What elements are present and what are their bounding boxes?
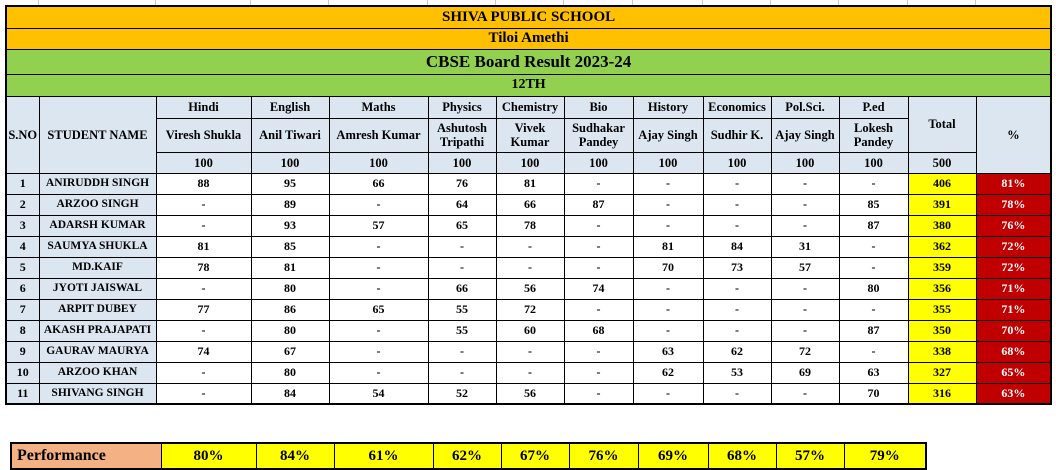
mark-cell: - (496, 236, 564, 257)
performance-value-cell: 79% (844, 443, 926, 469)
mark-cell: 31 (771, 236, 839, 257)
total-header-cell: Total (908, 96, 976, 152)
performance-value-cell: 57% (776, 443, 844, 469)
mark-cell: 74 (156, 341, 251, 362)
result-title: CBSE Board Result 2023-24 (6, 49, 1051, 74)
student-row (6, 236, 1051, 257)
mark-cell: - (633, 383, 703, 404)
mark-cell: 80 (251, 278, 329, 299)
subject-header-cell: Physics (428, 96, 496, 118)
mark-cell: - (633, 215, 703, 236)
max-marks-cell: 100 (329, 152, 428, 173)
mark-cell: - (703, 194, 771, 215)
mark-cell: 66 (428, 278, 496, 299)
mark-cell: - (564, 257, 633, 278)
mark-cell: 78 (156, 257, 251, 278)
mark-cell: - (564, 215, 633, 236)
student-name-cell: ARPIT DUBEY (39, 299, 156, 320)
mark-cell: 80 (251, 320, 329, 341)
mark-cell: 85 (251, 236, 329, 257)
mark-cell: 56 (496, 278, 564, 299)
max-marks-cell: 100 (703, 152, 771, 173)
total-cell: 338 (908, 341, 976, 362)
percent-cell: 65% (976, 362, 1051, 383)
performance-value-cell: 69% (638, 443, 708, 469)
performance-value-cell: 84% (256, 443, 334, 469)
grid-tick (702, 0, 703, 5)
subject-header-cell: Pol.Sci. (771, 96, 839, 118)
grid-tick (38, 0, 39, 5)
mark-cell: 55 (428, 320, 496, 341)
percent-cell: 78% (976, 194, 1051, 215)
mark-cell: 70 (633, 257, 703, 278)
mark-cell: 81 (156, 236, 251, 257)
student-name-cell: SHIVANG SINGH (39, 383, 156, 404)
mark-cell: 73 (703, 257, 771, 278)
mark-cell: 63 (633, 341, 703, 362)
total-cell: 406 (908, 173, 976, 194)
grid-tick (907, 0, 908, 5)
mark-cell: 66 (329, 173, 428, 194)
teacher-name-cell: Anil Tiwari (251, 118, 329, 152)
mark-cell: 84 (251, 383, 329, 404)
mark-cell: 69 (771, 362, 839, 383)
mark-cell: - (329, 362, 428, 383)
grid-tick (563, 0, 564, 5)
mark-cell: 87 (839, 320, 908, 341)
mark-cell: - (633, 299, 703, 320)
subject-header-cell: P.ed (839, 96, 908, 118)
total-cell: 355 (908, 299, 976, 320)
sno-cell: 7 (6, 299, 39, 320)
total-cell: 316 (908, 383, 976, 404)
mark-cell: - (564, 341, 633, 362)
student-row (6, 278, 1051, 299)
sno-cell: 4 (6, 236, 39, 257)
teacher-name-cell: Lokesh Pandey (839, 118, 908, 152)
grid-tick (632, 0, 633, 5)
mark-cell: 65 (428, 215, 496, 236)
subject-header-cell: History (633, 96, 703, 118)
teacher-name-cell: Amresh Kumar (329, 118, 428, 152)
sno-cell: 10 (6, 362, 39, 383)
max-marks-cell: 100 (771, 152, 839, 173)
subject-header-cell: Maths (329, 96, 428, 118)
mark-cell: - (329, 278, 428, 299)
sno-cell: 5 (6, 257, 39, 278)
total-max-cell: 500 (908, 152, 976, 173)
teacher-name-cell: Viresh Shukla (156, 118, 251, 152)
mark-cell: - (703, 173, 771, 194)
mark-cell: - (329, 341, 428, 362)
total-cell: 380 (908, 215, 976, 236)
school-title: SHIVA PUBLIC SCHOOL (6, 6, 1051, 28)
mark-cell: 54 (329, 383, 428, 404)
student-name-cell: ARZOO KHAN (39, 362, 156, 383)
mark-cell: - (329, 194, 428, 215)
mark-cell: 80 (839, 278, 908, 299)
student-row (6, 257, 1051, 278)
mark-cell: 72 (771, 341, 839, 362)
performance-value-cell: 76% (569, 443, 638, 469)
student-row (6, 341, 1051, 362)
performance-value-cell: 80% (161, 443, 256, 469)
percent-cell: 71% (976, 278, 1051, 299)
teacher-name-cell: Vivek Kumar (496, 118, 564, 152)
mark-cell: 57 (771, 257, 839, 278)
total-cell: 359 (908, 257, 976, 278)
teacher-name-cell: Ajay Singh (771, 118, 839, 152)
mark-cell: - (633, 320, 703, 341)
mark-cell: 65 (329, 299, 428, 320)
mark-cell: 62 (703, 341, 771, 362)
mark-cell: - (703, 215, 771, 236)
result-table (5, 5, 1052, 405)
mark-cell: 76 (428, 173, 496, 194)
student-row (6, 173, 1051, 194)
mark-cell: - (633, 173, 703, 194)
mark-cell: - (564, 362, 633, 383)
sno-cell: 1 (6, 173, 39, 194)
mark-cell: - (496, 362, 564, 383)
sno-cell: 3 (6, 215, 39, 236)
grid-tick (328, 0, 329, 5)
mark-cell: 81 (251, 257, 329, 278)
mark-cell: 64 (428, 194, 496, 215)
performance-value-cell: 62% (433, 443, 501, 469)
mark-cell: 60 (496, 320, 564, 341)
mark-cell: 62 (633, 362, 703, 383)
mark-cell: - (156, 320, 251, 341)
mark-cell: - (703, 278, 771, 299)
mark-cell: - (839, 257, 908, 278)
total-cell: 362 (908, 236, 976, 257)
mark-cell: - (771, 194, 839, 215)
student-name-cell: GAURAV MAURYA (39, 341, 156, 362)
mark-cell: 87 (839, 215, 908, 236)
mark-cell: 68 (564, 320, 633, 341)
mark-cell: - (839, 236, 908, 257)
student-name-cell: ANIRUDDH SINGH (39, 173, 156, 194)
mark-cell: - (428, 257, 496, 278)
mark-cell: 52 (428, 383, 496, 404)
mark-cell: - (156, 215, 251, 236)
grid-tick (155, 0, 156, 5)
mark-cell: - (156, 362, 251, 383)
total-cell: 350 (908, 320, 976, 341)
mark-cell: - (428, 341, 496, 362)
percent-cell: 72% (976, 236, 1051, 257)
mark-cell: - (703, 383, 771, 404)
mark-cell: - (329, 257, 428, 278)
performance-value-cell: 68% (708, 443, 776, 469)
mark-cell: 84 (703, 236, 771, 257)
sno-cell: 6 (6, 278, 39, 299)
mark-cell: 70 (839, 383, 908, 404)
teacher-name-cell: Ashutosh Tripathi (428, 118, 496, 152)
mark-cell: 93 (251, 215, 329, 236)
mark-cell: - (633, 278, 703, 299)
subject-header-row (6, 96, 1051, 118)
teacher-header-row (6, 118, 1051, 152)
student-row (6, 299, 1051, 320)
max-marks-cell: 100 (839, 152, 908, 173)
mark-cell: - (156, 194, 251, 215)
mark-cell: 86 (251, 299, 329, 320)
percent-cell: 81% (976, 173, 1051, 194)
mark-cell: - (329, 320, 428, 341)
mark-cell: 56 (496, 383, 564, 404)
mark-cell: - (771, 320, 839, 341)
subject-header-cell: English (251, 96, 329, 118)
sno-cell: 9 (6, 341, 39, 362)
percent-cell: 70% (976, 320, 1051, 341)
student-name-cell: ADARSH KUMAR (39, 215, 156, 236)
student-name-cell: JYOTI JAISWAL (39, 278, 156, 299)
max-marks-cell: 100 (564, 152, 633, 173)
location-title: Tiloi Amethi (6, 28, 1051, 49)
student-name-cell: AKASH PRAJAPATI (39, 320, 156, 341)
subject-header-cell: Hindi (156, 96, 251, 118)
mark-cell: - (428, 236, 496, 257)
mark-cell: 87 (564, 194, 633, 215)
subject-header-cell: Bio (564, 96, 633, 118)
mark-cell: 72 (496, 299, 564, 320)
student-name-header-cell: STUDENT NAME (39, 96, 156, 173)
mark-cell: 66 (496, 194, 564, 215)
student-row (6, 320, 1051, 341)
max-marks-row (6, 152, 1051, 173)
subject-header-cell: Economics (703, 96, 771, 118)
sno-cell: 2 (6, 194, 39, 215)
teacher-name-cell: Ajay Singh (633, 118, 703, 152)
percent-header-cell: % (976, 96, 1051, 173)
mark-cell: - (771, 173, 839, 194)
mark-cell: - (428, 362, 496, 383)
grid-tick (495, 0, 496, 5)
mark-cell: - (329, 236, 428, 257)
mark-cell: 77 (156, 299, 251, 320)
max-marks-cell: 100 (428, 152, 496, 173)
mark-cell: 80 (251, 362, 329, 383)
mark-cell: - (839, 173, 908, 194)
mark-cell: - (156, 278, 251, 299)
percent-cell: 63% (976, 383, 1051, 404)
total-cell: 327 (908, 362, 976, 383)
mark-cell: 67 (251, 341, 329, 362)
percent-cell: 76% (976, 215, 1051, 236)
mark-cell: - (633, 194, 703, 215)
mark-cell: 55 (428, 299, 496, 320)
mark-cell: - (496, 341, 564, 362)
percent-cell: 72% (976, 257, 1051, 278)
mark-cell: 81 (633, 236, 703, 257)
mark-cell: 78 (496, 215, 564, 236)
student-row (6, 362, 1051, 383)
student-name-cell: SAUMYA SHUKLA (39, 236, 156, 257)
sno-cell: 11 (6, 383, 39, 404)
grid-tick (250, 0, 251, 5)
performance-value-cell: 67% (501, 443, 569, 469)
mark-cell: 53 (703, 362, 771, 383)
student-row (6, 194, 1051, 215)
performance-value-cell: 61% (334, 443, 433, 469)
result-sheet (5, 5, 1052, 464)
sno-cell: 8 (6, 320, 39, 341)
mark-cell: - (839, 341, 908, 362)
performance-label-cell: Performance (11, 443, 161, 469)
mark-cell: 95 (251, 173, 329, 194)
max-marks-cell: 100 (156, 152, 251, 173)
mark-cell: - (564, 383, 633, 404)
mark-cell: - (703, 299, 771, 320)
mark-cell: 88 (156, 173, 251, 194)
mark-cell: 57 (329, 215, 428, 236)
grid-tick (838, 0, 839, 5)
mark-cell: 89 (251, 194, 329, 215)
mark-cell: - (564, 236, 633, 257)
max-marks-cell: 100 (496, 152, 564, 173)
percent-cell: 71% (976, 299, 1051, 320)
grid-tick (427, 0, 428, 5)
mark-cell: - (564, 173, 633, 194)
mark-cell: - (771, 383, 839, 404)
total-cell: 356 (908, 278, 976, 299)
student-row (6, 383, 1051, 404)
mark-cell: 74 (564, 278, 633, 299)
max-marks-cell: 100 (251, 152, 329, 173)
mark-cell: - (496, 257, 564, 278)
mark-cell: - (771, 278, 839, 299)
mark-cell: - (703, 320, 771, 341)
teacher-name-cell: Sudhir K. (703, 118, 771, 152)
grid-tick (975, 0, 976, 5)
mark-cell: - (564, 299, 633, 320)
student-name-cell: ARZOO SINGH (39, 194, 156, 215)
mark-cell: 81 (496, 173, 564, 194)
max-marks-cell: 100 (633, 152, 703, 173)
mark-cell: - (156, 383, 251, 404)
student-row (6, 215, 1051, 236)
subject-header-cell: Chemistry (496, 96, 564, 118)
teacher-name-cell: Sudhakar Pandey (564, 118, 633, 152)
total-cell: 391 (908, 194, 976, 215)
mark-cell: - (771, 299, 839, 320)
mark-cell: - (839, 299, 908, 320)
mark-cell: - (771, 215, 839, 236)
class-title: 12TH (6, 74, 1051, 96)
mark-cell: 85 (839, 194, 908, 215)
sno-header-cell: S.NO (6, 96, 39, 173)
percent-cell: 68% (976, 341, 1051, 362)
mark-cell: 63 (839, 362, 908, 383)
performance-row (11, 443, 926, 469)
grid-tick (770, 0, 771, 5)
student-name-cell: MD.KAIF (39, 257, 156, 278)
